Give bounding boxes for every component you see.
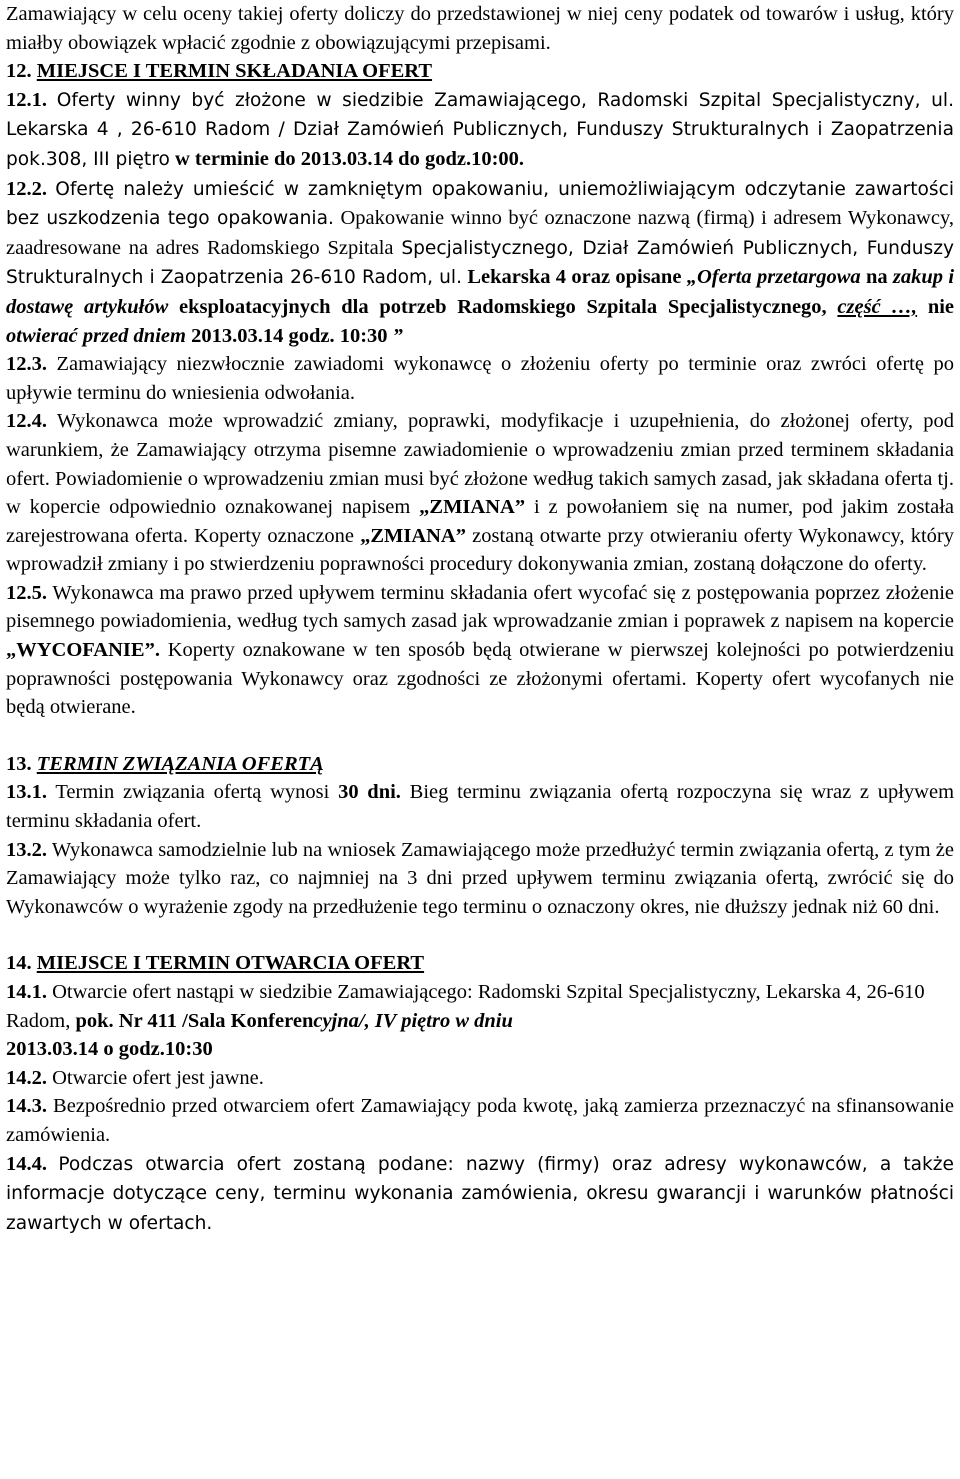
- section-spacer: [6, 722, 954, 750]
- paragraph-14-2: 14.2. Otwarcie ofert jest jawne.: [6, 1066, 264, 1089]
- paragraph-13-1: 13.1. Termin związania ofertą wynosi 30 dni. Bieg terminu związania ofertą rozpoczyna się wraz z upływem terminu składania ofert.: [6, 781, 955, 833]
- paragraph-14-4: 14.4. Podczas otwarcia ofert zostaną podane: nazwy (firmy) oraz adresy wykonawców, a także informacje dotyczące ceny, terminu wykonania zamówienia, okresu gwarancji i warunków płatności zawartych w ofertach.: [6, 1152, 954, 1234]
- paragraph-12-1: 12.1. Oferty winny być złożone w siedzibie Zamawiającego, Radomski Szpital Specjalistyczny, ul. Lekarska 4 , 26-610 Radom / Dział Zamówień Publicznych, Funduszy Strukturalnych i Zaopatrzenia pok.308, III piętro w terminie do 2013.03.14 do godz.10:00.: [6, 88, 954, 170]
- paragraph-14-1: 14.1. Otwarcie ofert nastąpi w siedzibie Zamawiającego: Radomski Szpital Specjalistyczny, Lekarska 4, 26-610 Radom, pok. Nr 411 /Sala Konferencyjna/, IV piętro w dniu 2013.03.14 o godz.10:30: [6, 981, 925, 1061]
- paragraph-12-3: 12.3. Zamawiający niezwłocznie zawiadomi wykonawcę o złożeniu oferty po terminie oraz zwróci ofertę po upływie terminu do wniesienia odwołania.: [6, 353, 954, 404]
- section-14-heading: 14. MIEJSCE I TERMIN OTWARCIA OFERT: [6, 952, 425, 975]
- paragraph-12-2: 12.2. Ofertę należy umieścić w zamkniętym opakowaniu, uniemożliwiającym odczytanie zawartości bez uszkodzenia tego opakowania. Opakowanie winno być oznaczone nazwą (firmą) i adresem Wykonawcy, zaadresowane na adres Radomskiego Szpitala Specjalistycznego, Dział Zamówień Publicznych, Funduszy Strukturalnych i Zaopatrzenia 26-610 Radom, ul. Lekarska 4 oraz opisane „Oferta przetargowa na zakup i dostawę artykułów eksploatacyjnych dla potrzeb Radomskiego Szpitala Specjalistycznego, część …, nie otwierać przed dniem 2013.03.14 godz. 10:30 ”: [6, 177, 955, 347]
- paragraph-12-4: 12.4. Wykonawca może wprowadzić zmiany, poprawki, modyfikacje i uzupełnienia, do złożonej oferty, pod warunkiem, że Zamawiający otrzyma pisemne zawiadomienie o wprowadzeniu zmian przed terminem składania ofert. Powiadomienie o wprowadzeniu zmian musi być złożone według takich samych zasad, jak składana oferta tj. w kopercie odpowiednio oznakowanej napisem „ZMIANA” i z powołaniem się na numer, pod jakim została zarejestrowana oferta. Koperty oznaczone „ZMIANA” zostaną otwarte przy otwieraniu oferty Wykonawcy, który wprowadził zmiany i po stwierdzeniu poprawności procedury dokonywania zmian, zostaną dołączone do oferty.: [6, 410, 955, 576]
- paragraph-12-5: 12.5. Wykonawca ma prawo przed upływem terminu składania ofert wycofać się z postępowania poprzez złożenie pisemnego powiadomienia, według tych samych zasad jak wprowadzanie zmian i poprawek z napisem na kopercie „WYCOFANIE”. Koperty oznakowane w ten sposób będą otwierane w pierwszej kolejności po potwierdzeniu poprawności postępowania Wykonawcy oraz zgodności ze złożonymi ofertami. Koperty ofert wycofanych nie będą otwierane.: [6, 581, 955, 719]
- paragraph-14-3: 14.3. Bezpośrednio przed otwarciem ofert Zamawiający poda kwotę, jaką zamierza przeznaczyć na sfinansowanie zamówienia.: [6, 1095, 955, 1146]
- intro-paragraph: Zamawiający w celu oceny takiej oferty doliczy do przedstawionej w niej ceny podatek od towarów i usług, który miałby obowiązek wpłacić zgodnie z obowiązującymi przepisami.: [6, 3, 954, 54]
- section-13-heading: 13. TERMIN ZWIĄZANIA OFERTĄ: [6, 752, 324, 775]
- section-spacer: [6, 921, 954, 949]
- section-12-heading: 12. MIEJSCE I TERMIN SKŁADANIA OFERT: [6, 60, 433, 83]
- paragraph-13-2: 13.2. Wykonawca samodzielnie lub na wniosek Zamawiającego może przedłużyć termin związania ofertą, z tym że Zamawiający może tylko raz, co najmniej na 3 dni przed upływem terminu związania ofertą, zwrócić się do Wykonawców o wyrażenie zgody na przedłużenie tego terminu o oznaczony okres, nie dłuższy jednak niż 60 dni.: [6, 838, 954, 918]
